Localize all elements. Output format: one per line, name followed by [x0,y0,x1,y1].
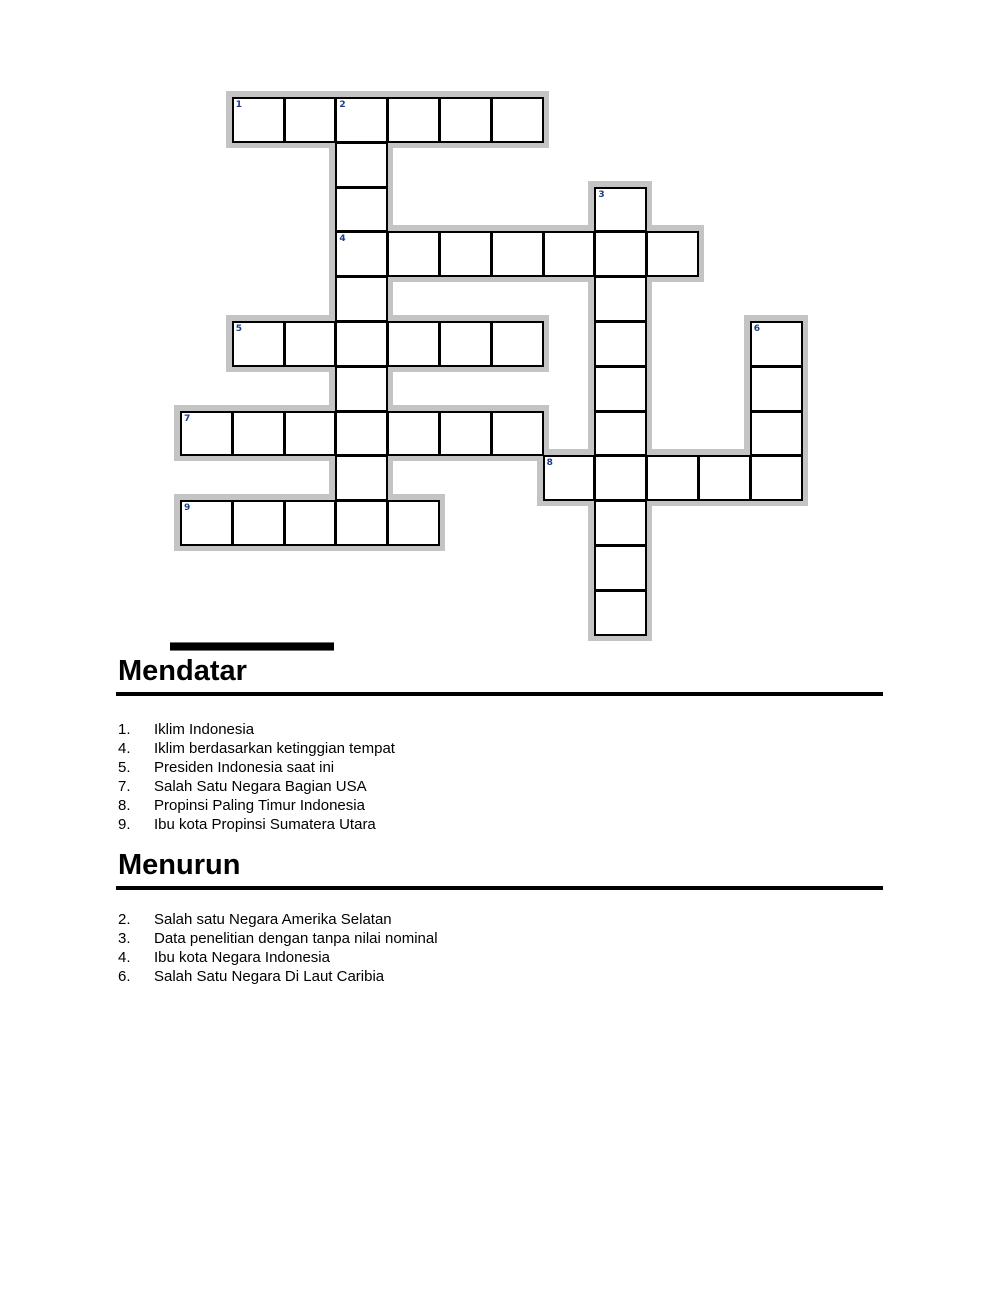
crossword-cell[interactable] [439,231,492,277]
down-clue [118,929,438,948]
crossword-cell[interactable] [335,142,388,188]
crossword-cell[interactable] [387,97,440,143]
crossword-cell[interactable] [594,411,647,457]
crossword-cell[interactable] [335,366,388,412]
crossword-cell[interactable] [750,455,803,501]
across-clue [118,777,395,796]
clue-number: 7. [118,778,131,795]
crossword-cell[interactable] [387,411,440,457]
clue-number: 2. [118,911,131,928]
clue-number-label: 3 [598,189,605,200]
down-clue [118,967,438,986]
crossword-cell[interactable] [491,231,544,277]
down-clue [118,948,438,967]
clue-number: 8. [118,797,131,814]
clue-number: 5. [118,759,131,776]
crossword-cell[interactable] [439,411,492,457]
clue-text: Ibu kota Negara Indonesia [154,949,330,966]
clue-number-label: 5 [235,324,243,334]
crossword-cell[interactable] [594,276,647,322]
crossword-cell[interactable] [594,321,647,367]
down-title: Menurun [118,849,241,881]
across-clue [118,758,395,777]
crossword-cell[interactable] [387,321,440,367]
clue-text: Iklim berdasarkan ketinggian tempat [154,740,395,757]
across-clue [118,815,395,834]
clue-number-label: 9 [184,503,191,514]
crossword-cell[interactable] [594,500,647,546]
clue-text: Iklim Indonesia [154,721,255,738]
crossword-cell[interactable] [491,321,544,367]
crossword-cell[interactable] [284,97,337,143]
crossword-cell[interactable] [698,455,751,501]
clue-number-label: 1 [235,100,243,110]
clue-text: Salah Satu Negara Di Laut Caribia [154,968,385,985]
crossword-cell[interactable] [387,231,440,277]
crossword-cell[interactable] [594,545,647,591]
across-clue-list [118,720,395,834]
clue-text: Propinsi Paling Timur Indonesia [154,797,365,814]
crossword-cell[interactable] [439,97,492,143]
crossword-cell[interactable] [750,411,803,457]
clue-text: Salah Satu Negara Bagian USA [154,778,367,795]
across-divider [116,692,883,696]
watermark: EclipseCrossword.com [170,642,334,650]
clue-number: 4. [118,949,131,966]
clue-number: 1. [118,721,131,738]
clue-number: 3. [118,930,131,947]
clue-text: Data penelitian dengan tanpa nilai nominal [154,930,438,947]
crossword-cell[interactable] [594,590,647,636]
crossword-cell[interactable] [335,455,388,501]
down-clue [118,910,438,929]
clue-number-label: 2 [339,100,346,110]
across-clue [118,739,395,758]
crossword-cell[interactable] [491,411,544,457]
crossword-cell[interactable] [335,276,388,322]
down-clue-list [118,910,438,986]
clue-text: Salah satu Negara Amerika Selatan [154,911,392,928]
clue-number-label: 4 [339,234,346,245]
across-clue [118,720,395,739]
crossword-cell[interactable] [232,411,285,457]
crossword-cell[interactable] [491,97,544,143]
crossword-cell[interactable] [232,500,285,546]
crossword-cell[interactable] [750,366,803,412]
crossword-cell[interactable] [335,187,388,233]
clue-number-label: 8 [546,458,553,469]
down-divider [116,886,883,890]
clue-number: 9. [118,816,131,833]
clue-number-label: 7 [184,413,191,424]
crossword-cell[interactable] [387,500,440,546]
crossword-cell[interactable] [335,321,388,367]
crossword-cell[interactable] [284,500,337,546]
crossword-cell[interactable] [335,411,388,457]
crossword-cell[interactable] [646,455,699,501]
clue-number-label: 6 [753,324,761,334]
clue-text: Ibu kota Propinsi Sumatera Utara [154,816,376,833]
crossword-cell[interactable] [594,366,647,412]
crossword-cell[interactable] [594,231,647,277]
clue-text: Presiden Indonesia saat ini [154,759,335,776]
crossword-cell[interactable] [335,500,388,546]
crossword-cell[interactable] [284,321,337,367]
crossword-cell[interactable] [284,411,337,457]
crossword-cell[interactable] [543,231,596,277]
crossword-cell[interactable] [646,231,699,277]
crossword-cell[interactable] [439,321,492,367]
across-title: Mendatar [118,655,247,687]
clue-number: 4. [118,740,131,757]
crossword-cell[interactable] [594,455,647,501]
clue-number: 6. [118,968,131,985]
across-clue [118,796,395,815]
